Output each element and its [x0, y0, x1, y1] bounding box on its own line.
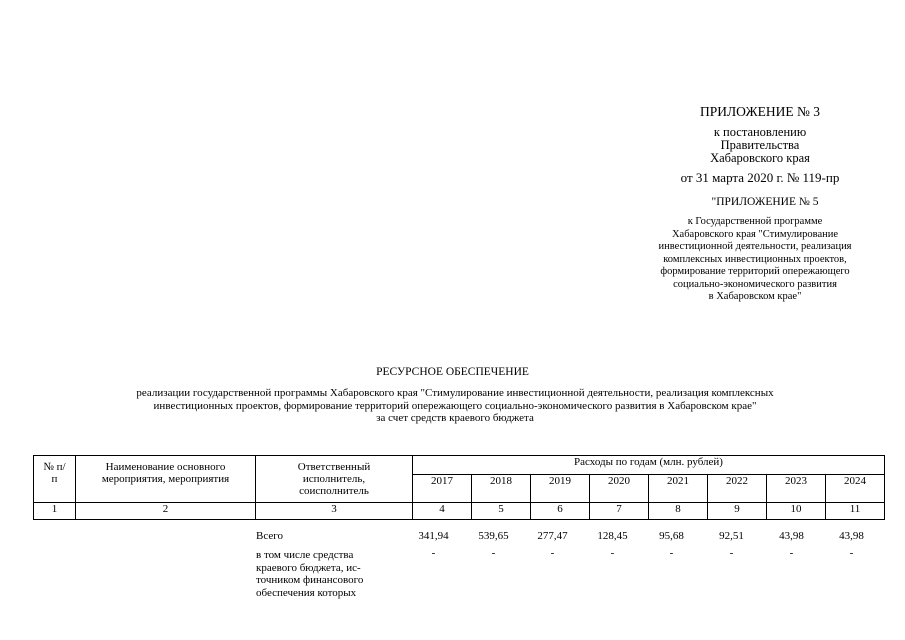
year-header: 2024	[826, 475, 885, 503]
year-header: 2017	[413, 475, 472, 503]
appendix-5-title: "ПРИЛОЖЕНИЕ № 5	[711, 196, 819, 208]
table-cell-value: 341,94	[418, 530, 449, 542]
column-index: 11	[826, 503, 885, 520]
column-index: 9	[708, 503, 767, 520]
row-label-total: Всего	[256, 530, 283, 542]
column-index: 10	[767, 503, 826, 520]
table-cell-value: -	[789, 547, 794, 559]
year-header: 2020	[590, 475, 649, 503]
column-index: 8	[649, 503, 708, 520]
table-cell-value: -	[550, 547, 555, 559]
subtitle-line: инвестиционных проектов, формирование территорий опережающего социально-экономического развития в Хабаровском крае"	[153, 399, 757, 412]
table-cell-value: 43,98	[779, 530, 804, 542]
appendix-5-line: социально-экономического развития	[673, 278, 837, 290]
appendix-5-description	[610, 216, 900, 304]
table-cell-value: 277,47	[537, 530, 568, 542]
appendix-5-line: формирование территорий опережающего	[660, 266, 850, 277]
column-index: 5	[472, 503, 531, 520]
table-cell-value: -	[729, 547, 734, 559]
year-header: 2022	[708, 475, 767, 503]
appendix-5-line: инвестиционной деятельности, реализация	[658, 241, 852, 252]
subtitle-line: реализации государственной программы Хабаровского края "Стимулирование инвестиционной деятельности, реализация комплексных	[136, 387, 774, 399]
row-label-including: в том числе средства краевого бюджета, ис- точником финансового обеспечения которых	[256, 549, 364, 599]
appendix-3-title: ПРИЛОЖЕНИЕ № 3	[699, 104, 821, 119]
header-number: № п/п	[34, 456, 76, 503]
header-activity-name: Наименование основного мероприятия, мероприятия	[76, 456, 256, 503]
appendix-3-line: Правительства	[720, 138, 800, 152]
resource-table	[33, 455, 885, 520]
table-cell-value: 43,98	[839, 530, 864, 542]
document-title: РЕСУРСНОЕ ОБЕСПЕЧЕНИЕ	[376, 366, 529, 378]
header-expenses-by-year: Расходы по годам (млн. рублей)	[413, 456, 885, 475]
table-cell-value: -	[431, 547, 436, 559]
appendix-3-line: к постановлению	[713, 125, 807, 139]
year-header: 2023	[767, 475, 826, 503]
year-header: 2019	[531, 475, 590, 503]
year-header: 2018	[472, 475, 531, 503]
table-cell-value: 539,65	[478, 530, 509, 542]
table-cell-value: 92,51	[719, 530, 744, 542]
table-index-row	[34, 503, 885, 520]
column-index: 4	[413, 503, 472, 520]
appendix-5-line: Хабаровского края "Стимулирование	[671, 228, 839, 240]
table-cell-value: -	[610, 547, 615, 559]
column-index: 1	[34, 503, 76, 520]
appendix-3-date: от 31 марта 2020 г. № 119-пр	[680, 170, 840, 185]
column-index: 3	[256, 503, 413, 520]
table-cell-value: -	[849, 547, 854, 559]
document-subtitle	[70, 387, 840, 425]
year-header: 2021	[649, 475, 708, 503]
column-index: 2	[76, 503, 256, 520]
column-index: 6	[531, 503, 590, 520]
appendix-5-line: комплексных инвестиционных проектов,	[663, 253, 847, 265]
table-cell-value: -	[669, 547, 674, 559]
subtitle-line: за счет средств краевого бюджета	[376, 412, 534, 424]
appendix-3-line: Хабаровского края	[710, 151, 810, 165]
appendix-5-line: к Государственной программе	[687, 216, 823, 227]
table-cell-value: 95,68	[659, 530, 684, 542]
header-responsible: Ответственный исполнитель, соисполнитель	[256, 456, 413, 503]
table-cell-value: 128,45	[597, 530, 628, 542]
appendix-5-line: в Хабаровском крае"	[708, 291, 802, 302]
column-index: 7	[590, 503, 649, 520]
table-header-row	[34, 456, 885, 475]
table-cell-value: -	[491, 547, 496, 559]
